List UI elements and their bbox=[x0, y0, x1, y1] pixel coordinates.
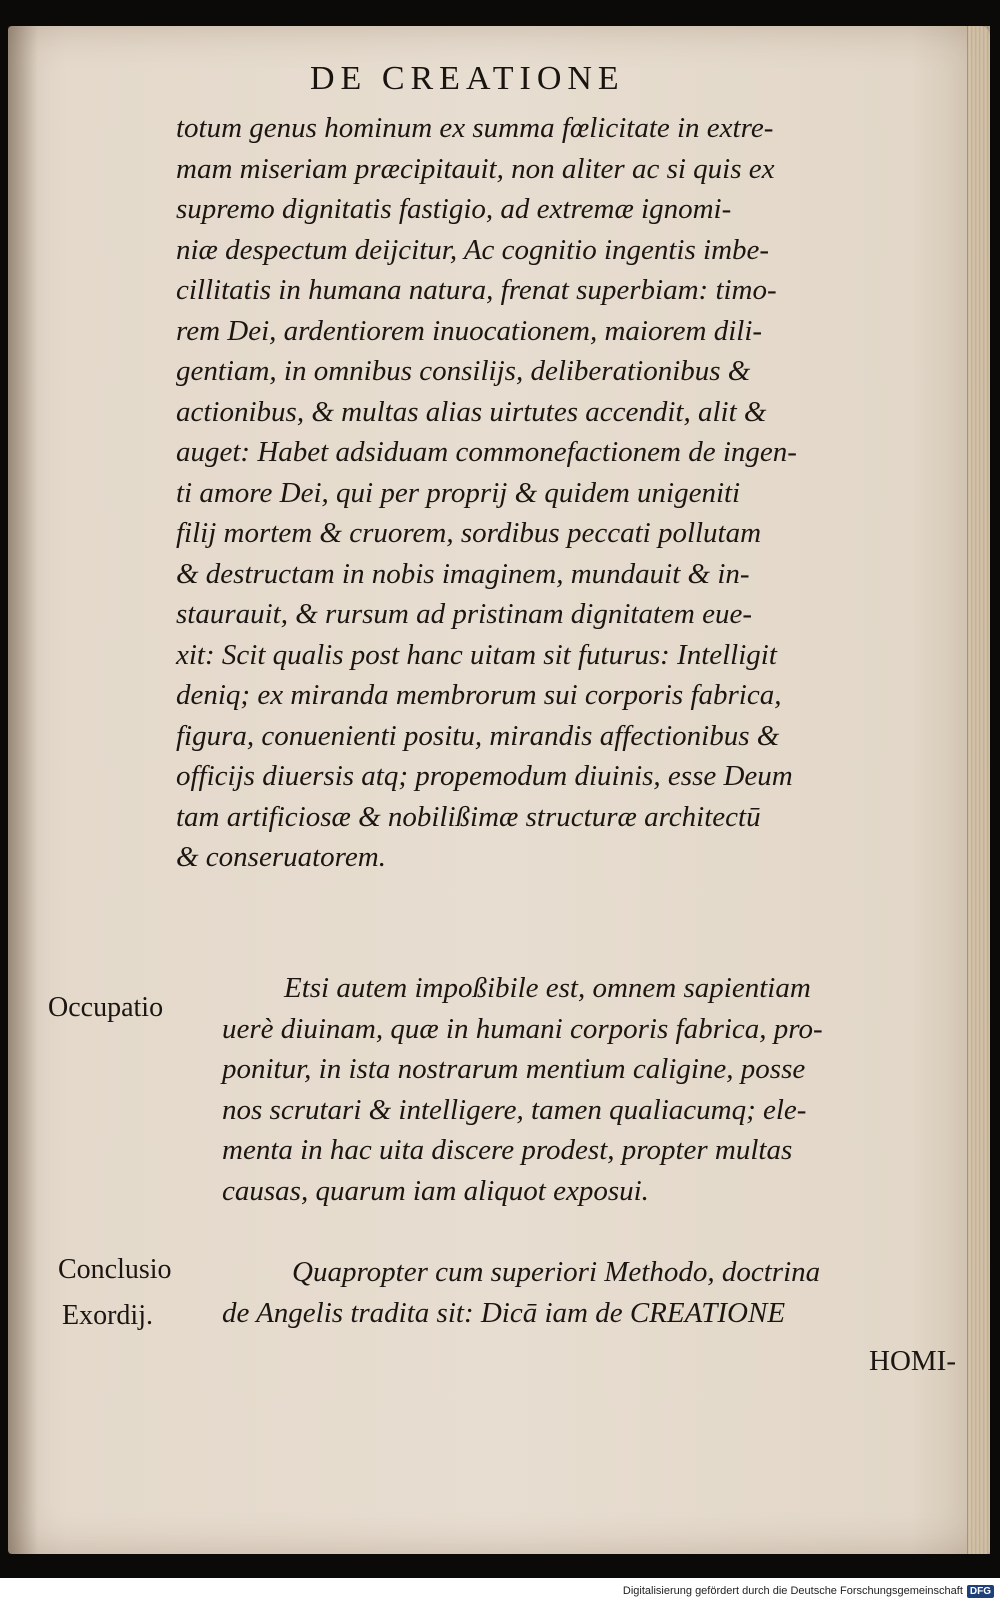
text-line: staurauit, & rursum ad pristinam dignitatem eue- bbox=[176, 598, 752, 630]
text-line: mam miseriam præcipitauit, non aliter ac si quis ex bbox=[176, 152, 775, 185]
text-line: Quapropter cum superiori Methodo, doctrina bbox=[292, 1256, 821, 1288]
text-line: nos scrutari & intelligere, tamen qualiacumq; ele- bbox=[222, 1093, 807, 1126]
text-line: tam artificiosæ & nobilißimæ structuræ architectū bbox=[176, 800, 761, 833]
marginal-note-occupatio: Occupatio bbox=[48, 992, 164, 1023]
catchword: HOMI- bbox=[869, 1345, 956, 1377]
text-line: filij mortem & cruorem, sordibus peccati pollutam bbox=[176, 517, 762, 549]
text-line: actionibus, & multas alias uirtutes accendit, alit & bbox=[176, 395, 767, 428]
running-head: DE CREATIONE bbox=[310, 60, 625, 97]
text-line: officijs diuersis atq; propemodum diuinis, esse Deum bbox=[176, 760, 793, 792]
text-line: totum genus hominum ex summa fœlicitate in extre- bbox=[176, 112, 774, 144]
text-line: Etsi autem impoßibile est, omnem sapientiam bbox=[284, 972, 811, 1004]
text-line: rem Dei, ardentiorem inuocationem, maiorem dili- bbox=[176, 314, 763, 347]
text-line: gentiam, in omnibus consilijs, deliberationibus & bbox=[176, 355, 751, 387]
dfg-logo: DFG bbox=[967, 1585, 994, 1598]
text-line: causas, quarum iam aliquot exposui. bbox=[222, 1174, 649, 1207]
page-fore-edge bbox=[967, 26, 990, 1554]
gutter-shadow bbox=[8, 26, 38, 1554]
marginal-note-exordij: Exordij. bbox=[62, 1300, 153, 1331]
text-line: supremo dignitatis fastigio, ad extremæ ignomi- bbox=[176, 193, 732, 225]
text-line: & conseruatorem. bbox=[176, 841, 386, 873]
main-paragraph bbox=[176, 108, 936, 878]
text-line: ponitur, in ista nostrarum mentium caligine, posse bbox=[222, 1053, 806, 1085]
digitization-footer bbox=[0, 1578, 1000, 1604]
text-line: figura, conuenienti positu, mirandis affectionibus & bbox=[176, 719, 780, 752]
marginal-note-conclusio: Conclusio bbox=[58, 1254, 172, 1285]
text-line: uerè diuinam, quæ in humani corporis fabrica, pro- bbox=[222, 1012, 823, 1045]
footer-credit: Digitalisierung gefördert durch die Deutsche Forschungsgemeinschaft bbox=[622, 1585, 963, 1597]
text-line: de Angelis tradita sit: Dicā iam de CREATIONE bbox=[222, 1296, 786, 1329]
text-line: niæ despectum deijcitur, Ac cognitio ingentis imbe- bbox=[176, 233, 770, 266]
text-line: auget: Habet adsiduam commonefactionem de ingen- bbox=[176, 436, 797, 468]
paragraph-occupatio bbox=[222, 968, 942, 1211]
text-line: xit: Scit qualis post hanc uitam sit futurus: Intelligit bbox=[176, 638, 777, 671]
paragraph-conclusio bbox=[222, 1252, 962, 1382]
text-line: deniq; ex miranda membrorum sui corporis fabrica, bbox=[176, 679, 782, 711]
text-line: ti amore Dei, qui per proprij & quidem unigeniti bbox=[176, 476, 741, 509]
text-line: menta in hac uita discere prodest, propter multas bbox=[222, 1134, 793, 1166]
text-line: & destructam in nobis imaginem, mundauit & in- bbox=[176, 557, 750, 590]
text-line: cillitatis in humana natura, frenat superbiam: timo- bbox=[176, 274, 777, 306]
